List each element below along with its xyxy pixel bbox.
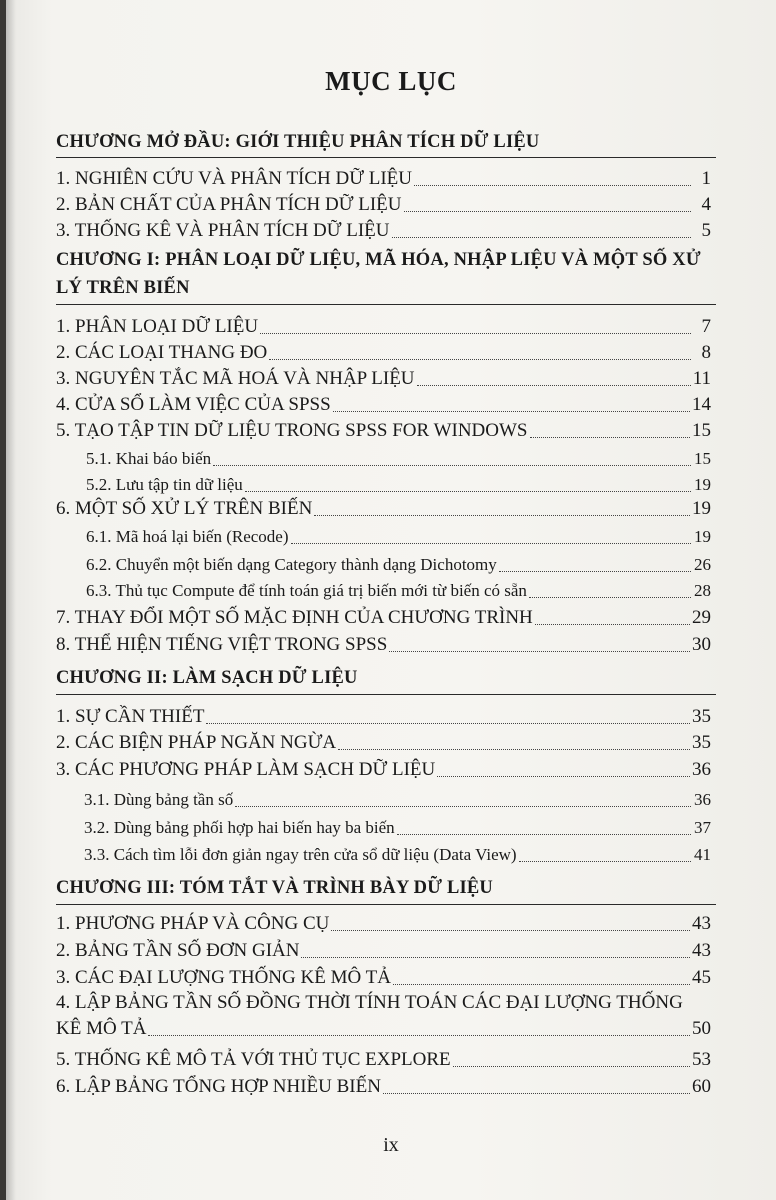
page-number: ix: [383, 1134, 399, 1156]
toc-subentry: 3.3. Cách tìm lỗi đơn giản ngay trên cửa sổ dữ liệu (Data View) 41: [84, 845, 711, 864]
toc-entry: 2. CÁC BIỆN PHÁP NGĂN NGỪA 35: [56, 732, 711, 753]
toc-entry: 2. BẢNG TẦN SỐ ĐƠN GIẢN 43: [56, 940, 711, 961]
toc-entry: 3. NGUYÊN TẮC MÃ HOÁ VÀ NHẬP LIỆU 11: [56, 368, 711, 389]
chapter-rule: [56, 694, 716, 695]
chapter-rule: [56, 904, 716, 905]
chapter-heading-3: CHƯƠNG III: TÓM TẮT VÀ TRÌNH BÀY DỮ LIỆU: [56, 878, 493, 898]
toc-entry: 4. CỬA SỔ LÀM VIỆC CỦA SPSS 14: [56, 394, 711, 415]
toc-entry: 6. LẬP BẢNG TỔNG HỢP NHIỀU BIẾN 60: [56, 1076, 711, 1097]
page-title: MỤC LỤC: [325, 66, 457, 96]
toc-entry: 4. LẬP BẢNG TẦN SỐ ĐỒNG THỜI TÍNH TOÁN CÁC ĐẠI LƯỢNG THỐNG KÊ MÔ TẢ 50: [56, 992, 711, 1039]
toc-subentry: 3.2. Dùng bảng phối hợp hai biến hay ba biến 37: [84, 818, 711, 837]
toc-entry: 8. THỂ HIỆN TIẾNG VIỆT TRONG SPSS 30: [56, 634, 711, 655]
toc-entry: 6. MỘT SỐ XỬ LÝ TRÊN BIẾN 19: [56, 498, 711, 519]
chapter-heading-intro: CHƯƠNG MỞ ĐẦU: GIỚI THIỆU PHÂN TÍCH DỮ LIỆU: [56, 132, 540, 152]
chapter-heading-2: CHƯƠNG II: LÀM SẠCH DỮ LIỆU: [56, 668, 358, 688]
toc-entry: 1. NGHIÊN CỨU VÀ PHÂN TÍCH DỮ LIỆU 1: [56, 168, 711, 189]
toc-entry: 7. THAY ĐỔI MỘT SỐ MẶC ĐỊNH CỦA CHƯƠNG TRÌNH 29: [56, 607, 711, 628]
page-gutter-shadow: [6, 0, 16, 1200]
toc-subentry: 5.2. Lưu tập tin dữ liệu 19: [86, 475, 711, 494]
toc-entry: 3. CÁC PHƯƠNG PHÁP LÀM SẠCH DỮ LIỆU 36: [56, 759, 711, 780]
chapter-rule: [56, 157, 716, 158]
toc-entry: 2. BẢN CHẤT CỦA PHÂN TÍCH DỮ LIỆU 4: [56, 194, 711, 215]
toc-entry: 1. PHÂN LOẠI DỮ LIỆU 7: [56, 316, 711, 337]
chapter-rule: [56, 304, 716, 305]
toc-entry: 5. TẠO TẬP TIN DỮ LIỆU TRONG SPSS FOR WINDOWS 15: [56, 420, 711, 441]
toc-entry: 2. CÁC LOẠI THANG ĐO 8: [56, 342, 711, 363]
book-page: [6, 0, 776, 1200]
toc-entry: 1. PHƯƠNG PHÁP VÀ CÔNG CỤ 43: [56, 913, 711, 934]
toc-subentry: 6.3. Thủ tục Compute để tính toán giá trị biến mới từ biến có sẵn 28: [86, 581, 711, 600]
toc-subentry: 3.1. Dùng bảng tần số 36: [84, 790, 711, 809]
toc-entry: 3. THỐNG KÊ VÀ PHÂN TÍCH DỮ LIỆU 5: [56, 220, 711, 241]
toc-subentry: 5.1. Khai báo biến 15: [86, 449, 711, 468]
toc-entry: 3. CÁC ĐẠI LƯỢNG THỐNG KÊ MÔ TẢ 45: [56, 967, 711, 988]
toc-entry: 1. SỰ CẦN THIẾT 35: [56, 706, 711, 727]
chapter-heading-1: CHƯƠNG I: PHÂN LOẠI DỮ LIỆU, MÃ HÓA, NHẬP LIỆU VÀ MỘT SỐ XỬ LÝ TRÊN BIẾN: [56, 250, 701, 298]
toc-entry: 5. THỐNG KÊ MÔ TẢ VỚI THỦ TỤC EXPLORE 53: [56, 1049, 711, 1070]
toc-subentry: 6.1. Mã hoá lại biến (Recode) 19: [86, 527, 711, 546]
toc-subentry: 6.2. Chuyển một biến dạng Category thành dạng Dichotomy 26: [86, 555, 711, 574]
